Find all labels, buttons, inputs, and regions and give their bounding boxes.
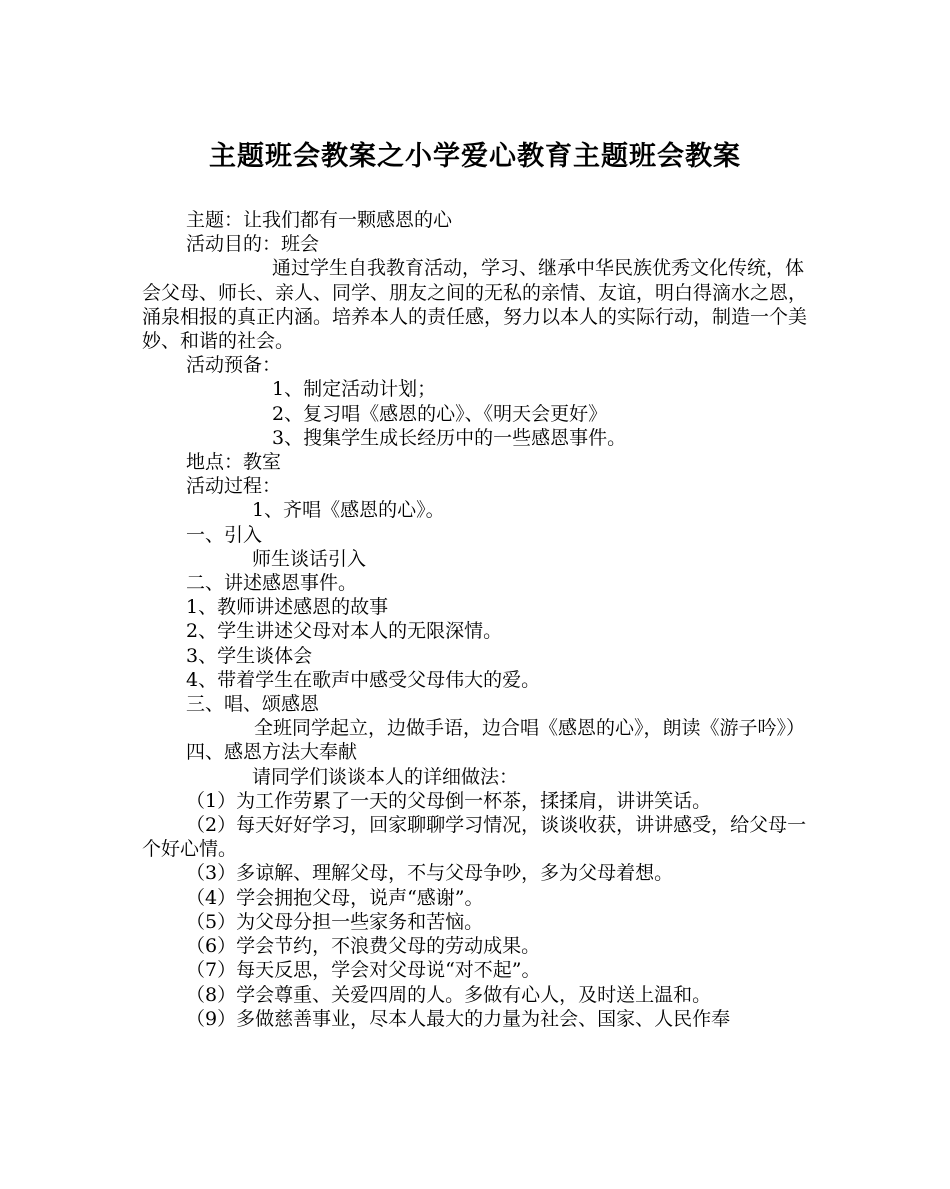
theme-line: 主题：让我们都有一颗感恩的心 — [186, 209, 453, 231]
method-item-4: （4）学会拥抱父母，说声“感谢”。 — [186, 886, 484, 909]
process-label: 活动过程： — [186, 475, 282, 498]
section-1-heading: 一、引入 — [186, 523, 263, 546]
section-2-item-3: 3、学生谈体会 — [186, 644, 313, 667]
method-item-8: （8）学会尊重、关爱四周的人。多做有心人，及时送上温和。 — [186, 983, 712, 1006]
method-item-9: （9）多做慈善事业，尽本人最大的力量为社会、国家、人民作奉 — [186, 1007, 731, 1030]
method-item-2: （2）每天好好学习，回家聊聊学习情况，谈谈收获，讲讲感受，给父母一个好心情。 — [142, 814, 807, 861]
method-item-3: （3）多谅解、理解父母，不与父母争吵，多为父母着想。 — [186, 862, 674, 885]
prep-item-2: 2、复习唱《感恩的心》、《明天会更好》 — [272, 402, 608, 425]
document-title: 主题班会教案之小学爱心教育主题班会教案 — [209, 141, 741, 172]
purpose-paragraph: 通过学生自我教育活动，学习、继承中华民族优秀文化传统，体会父母、师长、亲人、同学、朋友之间的无私的亲情、友谊，明白得滴水之恩，涌泉相报的真正内涵。培养本人的责任感，努力以本人的实际行动，制造一个美妙、和谐的社会。 — [142, 257, 808, 353]
prep-item-3: 3、搜集学生成长经历中的一些感恩事件。 — [272, 426, 627, 449]
section-4-heading: 四、感恩方法大奉献 — [186, 741, 358, 764]
section-3-text: 全班同学起立，边做手语，边合唱《感恩的心》，朗读《游子吟》） — [254, 717, 806, 740]
section-2-item-2: 2、学生讲述父母对本人的无限深情。 — [186, 620, 503, 643]
section-3-heading: 三、唱、颂感恩 — [186, 693, 320, 716]
document-body — [142, 208, 814, 1031]
purpose-label: 活动目的：班会 — [186, 233, 320, 256]
method-item-7: （7）每天反思，学会对父母说“对不起”。 — [186, 959, 541, 982]
prep-item-1: 1、制定活动计划； — [272, 378, 437, 401]
location-line: 地点：教室 — [186, 451, 282, 474]
section-2-heading: 二、讲述感恩事件。 — [186, 572, 358, 595]
section-2-item-1: 1、教师讲述感恩的故事 — [186, 596, 389, 619]
process-item-1: 1、齐唱《感恩的心》。 — [252, 499, 445, 522]
method-item-5: （5）为父母分担一些家务和苦恼。 — [186, 910, 484, 933]
method-item-6: （6）学会节约，不浪费父母的劳动成果。 — [186, 935, 541, 958]
method-item-1: （1）为工作劳累了一天的父母倒一杯茶，揉揉肩，讲讲笑话。 — [186, 789, 712, 812]
prep-label: 活动预备： — [186, 354, 282, 377]
section-2-item-4: 4、带着学生在歌声中感受父母伟大的爱。 — [186, 668, 541, 691]
section-1-text: 师生谈话引入 — [252, 547, 367, 570]
section-4-intro: 请同学们谈谈本人的详细做法： — [252, 765, 519, 788]
